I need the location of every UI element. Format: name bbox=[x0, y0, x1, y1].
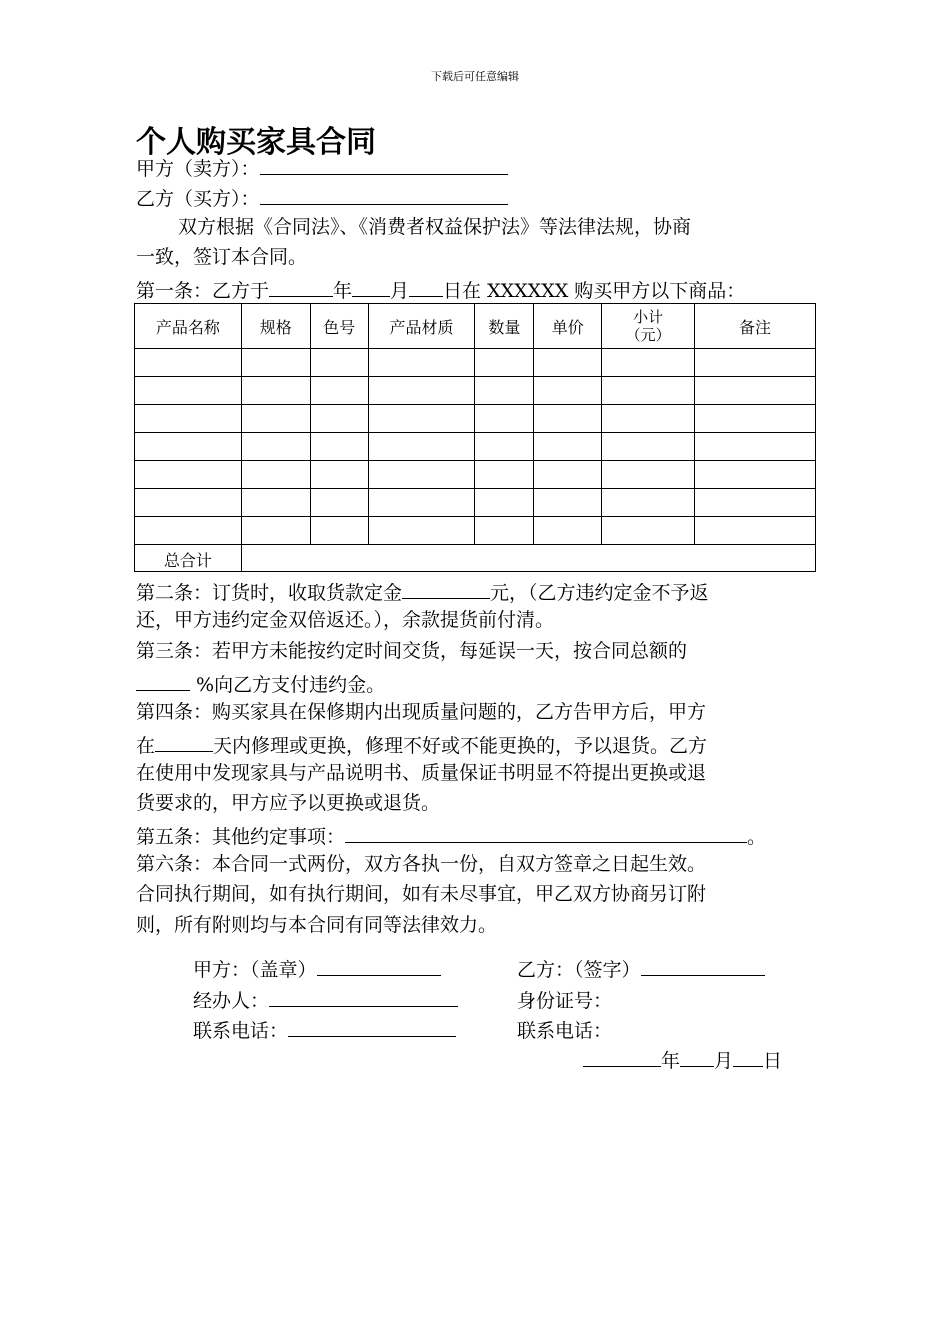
table-row bbox=[135, 489, 816, 517]
party-a-line bbox=[136, 155, 508, 180]
table-cell[interactable] bbox=[475, 433, 534, 461]
column-header: 数量 bbox=[475, 304, 534, 349]
party-a-seal-label: 甲方：（盖章） bbox=[193, 959, 317, 981]
article-6-line-2: 合同执行期间，如有执行期间，如有未尽事宜，甲乙双方协商另订附 bbox=[136, 883, 707, 905]
table-cell[interactable] bbox=[695, 349, 816, 377]
table-cell[interactable] bbox=[475, 377, 534, 405]
article-1-year: 年 bbox=[333, 280, 353, 302]
article-6-line-3: 则，所有附则均与本合同有同等法律效力。 bbox=[136, 914, 498, 936]
party-b-label: 乙方（买方）： bbox=[136, 188, 260, 210]
column-header-subtotal bbox=[602, 304, 695, 349]
table-cell[interactable] bbox=[310, 461, 368, 489]
table-cell[interactable] bbox=[241, 433, 310, 461]
article-5-end: 。 bbox=[747, 826, 767, 848]
items-table bbox=[134, 303, 816, 572]
article-5-prefix: 第五条：其他约定事项： bbox=[136, 826, 346, 848]
table-total-row bbox=[135, 545, 816, 572]
table-cell[interactable] bbox=[602, 489, 695, 517]
column-header: 色号 bbox=[310, 304, 368, 349]
table-cell[interactable] bbox=[602, 517, 695, 545]
article-6-line-1: 第六条：本合同一式两份，双方各执一份，自双方签章之日起生效。 bbox=[136, 853, 707, 875]
table-cell[interactable] bbox=[602, 433, 695, 461]
date-year: 年 bbox=[661, 1050, 681, 1072]
article-3-line-2 bbox=[136, 671, 385, 696]
table-cell[interactable] bbox=[695, 433, 816, 461]
party-b-signature bbox=[517, 955, 765, 982]
table-cell[interactable] bbox=[310, 489, 368, 517]
id-number-label: 身份证号： bbox=[517, 990, 613, 1012]
table-row bbox=[135, 461, 816, 489]
table-cell[interactable] bbox=[241, 517, 310, 545]
table-cell[interactable] bbox=[135, 433, 242, 461]
table-cell[interactable] bbox=[241, 349, 310, 377]
date-day-blank[interactable] bbox=[733, 1047, 763, 1067]
table-cell[interactable] bbox=[534, 405, 602, 433]
phone-a-blank[interactable] bbox=[288, 1017, 456, 1037]
article-1-month-blank[interactable] bbox=[352, 277, 390, 297]
date-line bbox=[583, 1046, 782, 1073]
other-terms-blank[interactable] bbox=[345, 823, 747, 843]
column-header: 产品材质 bbox=[368, 304, 475, 349]
phone-a-line bbox=[193, 1016, 456, 1043]
table-header-row bbox=[135, 304, 816, 349]
table-cell[interactable] bbox=[310, 349, 368, 377]
article-2-suffix: 元，（乙方违约定金不予返 bbox=[490, 582, 709, 604]
subtotal-unit: （元） bbox=[625, 326, 671, 344]
party-a-seal-blank[interactable] bbox=[317, 956, 441, 976]
article-4-line-2 bbox=[136, 732, 707, 757]
table-cell[interactable] bbox=[368, 433, 475, 461]
table-cell[interactable] bbox=[368, 461, 475, 489]
article-1-month: 月 bbox=[390, 280, 410, 302]
party-a-label: 甲方（卖方）： bbox=[136, 158, 260, 180]
article-4-line-4: 货要求的，甲方应予以更换或退货。 bbox=[136, 792, 441, 814]
table-row bbox=[135, 405, 816, 433]
party-a-blank[interactable] bbox=[260, 155, 508, 175]
subtotal-label: 小计 bbox=[633, 308, 664, 326]
table-cell[interactable] bbox=[310, 405, 368, 433]
table-cell[interactable] bbox=[368, 377, 475, 405]
table-cell[interactable] bbox=[241, 489, 310, 517]
table-cell[interactable] bbox=[534, 349, 602, 377]
article-3-text: %向乙方支付违约金。 bbox=[190, 674, 386, 696]
table-cell[interactable] bbox=[135, 349, 242, 377]
table-cell[interactable] bbox=[475, 489, 534, 517]
column-header: 规格 bbox=[241, 304, 310, 349]
date-month: 月 bbox=[714, 1050, 734, 1072]
agent-blank[interactable] bbox=[269, 987, 458, 1007]
table-cell[interactable] bbox=[475, 517, 534, 545]
table-cell[interactable] bbox=[475, 405, 534, 433]
article-1-day-blank[interactable] bbox=[409, 277, 443, 297]
party-b-sign-label: 乙方：（签字） bbox=[517, 959, 641, 981]
date-year-blank[interactable] bbox=[583, 1047, 661, 1067]
table-cell[interactable] bbox=[695, 489, 816, 517]
article-4-line-3: 在使用中发现家具与产品说明书、质量保证书明显不符提出更换或退 bbox=[136, 762, 707, 784]
table-cell[interactable] bbox=[241, 405, 310, 433]
table-cell[interactable] bbox=[368, 517, 475, 545]
article-2-line-2: 还，甲方违约定金双倍返还。），余款提货前付清。 bbox=[136, 609, 555, 631]
article-3-line-1: 第三条：若甲方未能按约定时间交货，每延误一天，按合同总额的 bbox=[136, 640, 688, 662]
table-cell[interactable] bbox=[602, 405, 695, 433]
date-month-blank[interactable] bbox=[680, 1047, 714, 1067]
table-cell[interactable] bbox=[310, 433, 368, 461]
article-2-prefix: 第二条：订货时，收取货款定金 bbox=[136, 582, 403, 604]
article-4-line-1: 第四条：购买家具在保修期内出现质量问题的，乙方告甲方后，甲方 bbox=[136, 701, 707, 723]
table-row bbox=[135, 349, 816, 377]
article-1-day-place: 日在 XXXXXX 购买甲方以下商品： bbox=[443, 280, 746, 302]
intro-line-1: 双方根据《合同法》、《消费者权益保护法》等法律法规，协商 bbox=[178, 216, 692, 238]
table-cell[interactable] bbox=[695, 461, 816, 489]
article-1 bbox=[136, 277, 745, 302]
article-4-prefix: 在 bbox=[136, 735, 156, 757]
article-4-suffix: 天内修理或更换，修理不好或不能更换的，予以退货。乙方 bbox=[213, 735, 708, 757]
table-cell[interactable] bbox=[695, 405, 816, 433]
table-row bbox=[135, 433, 816, 461]
table-cell[interactable] bbox=[241, 377, 310, 405]
phone-a-label: 联系电话： bbox=[193, 1020, 289, 1042]
table-cell[interactable] bbox=[602, 461, 695, 489]
date-day: 日 bbox=[763, 1050, 783, 1072]
table-cell[interactable] bbox=[602, 349, 695, 377]
penalty-percent-blank[interactable] bbox=[136, 671, 190, 691]
table-cell[interactable] bbox=[135, 461, 242, 489]
table-cell[interactable] bbox=[534, 461, 602, 489]
party-b-sign-blank[interactable] bbox=[641, 956, 765, 976]
agent-line bbox=[193, 986, 458, 1013]
table-cell[interactable] bbox=[695, 377, 816, 405]
table-row bbox=[135, 517, 816, 545]
table-cell[interactable] bbox=[310, 517, 368, 545]
table-cell[interactable] bbox=[241, 461, 310, 489]
party-b-blank[interactable] bbox=[260, 185, 508, 205]
table-cell[interactable] bbox=[135, 517, 242, 545]
column-header: 产品名称 bbox=[135, 304, 242, 349]
article-1-year-blank[interactable] bbox=[269, 277, 333, 297]
page-title: 个人购买家具合同 bbox=[136, 125, 376, 160]
table-cell[interactable] bbox=[135, 377, 242, 405]
table-cell[interactable] bbox=[534, 517, 602, 545]
table-cell[interactable] bbox=[135, 405, 242, 433]
table-cell[interactable] bbox=[310, 377, 368, 405]
phone-b-label: 联系电话： bbox=[517, 1020, 613, 1042]
table-cell[interactable] bbox=[695, 517, 816, 545]
intro-line-2: 一致，签订本合同。 bbox=[136, 246, 308, 268]
agent-label: 经办人： bbox=[193, 990, 270, 1012]
total-label: 总合计 bbox=[135, 545, 242, 572]
header-note: 下载后可任意编辑 bbox=[431, 70, 519, 83]
table-cell[interactable] bbox=[475, 349, 534, 377]
table-cell[interactable] bbox=[534, 489, 602, 517]
article-5 bbox=[136, 823, 766, 848]
total-value-cell[interactable] bbox=[241, 545, 815, 572]
table-cell[interactable] bbox=[534, 377, 602, 405]
deposit-blank[interactable] bbox=[402, 579, 490, 599]
table-cell[interactable] bbox=[534, 433, 602, 461]
column-header: 备注 bbox=[695, 304, 816, 349]
column-header: 单价 bbox=[534, 304, 602, 349]
repair-days-blank[interactable] bbox=[155, 732, 213, 752]
table-row bbox=[135, 377, 816, 405]
table-cell[interactable] bbox=[475, 461, 534, 489]
article-2-line-1 bbox=[136, 579, 709, 604]
table-cell[interactable] bbox=[368, 349, 475, 377]
article-1-prefix: 第一条：乙方于 bbox=[136, 280, 270, 302]
table-cell[interactable] bbox=[368, 405, 475, 433]
table-cell[interactable] bbox=[368, 489, 475, 517]
table-cell[interactable] bbox=[135, 489, 242, 517]
party-a-signature bbox=[193, 955, 441, 982]
table-cell[interactable] bbox=[602, 377, 695, 405]
party-b-line bbox=[136, 185, 508, 210]
